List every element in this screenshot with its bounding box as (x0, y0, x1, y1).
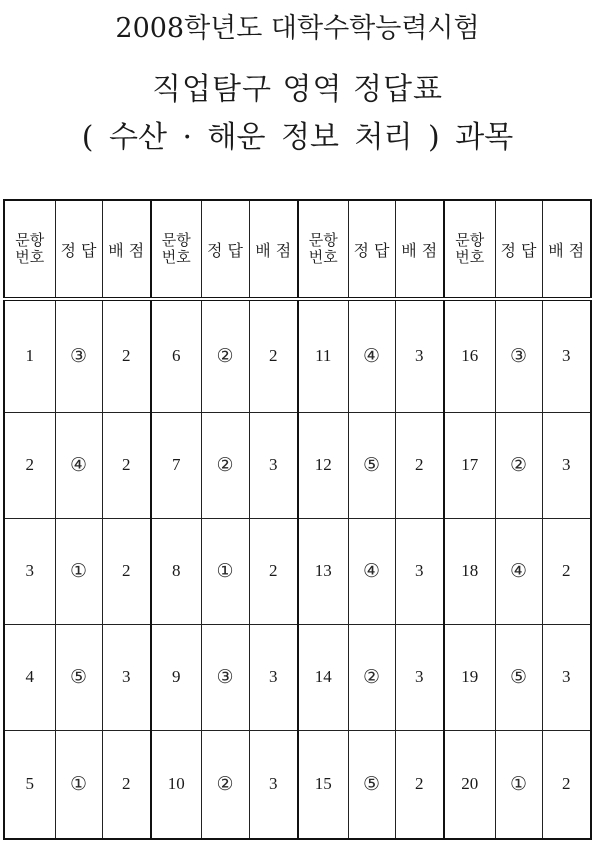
question-number-cell: 1 (4, 299, 55, 412)
score-cell: 2 (102, 730, 151, 839)
question-number-cell: 15 (298, 730, 348, 839)
score-cell: 3 (542, 299, 591, 412)
question-number-cell: 8 (151, 518, 201, 624)
answer-header: 정 답 (55, 200, 102, 299)
score-cell: 3 (395, 518, 444, 624)
header-row (4, 200, 591, 299)
score-header: 배 점 (395, 200, 444, 299)
answer-cell: ③ (495, 299, 542, 412)
table-row (4, 730, 591, 839)
question-number-cell: 16 (444, 299, 495, 412)
table-row (4, 624, 591, 730)
score-header: 배 점 (249, 200, 298, 299)
question-number-header (151, 200, 201, 299)
score-cell: 2 (102, 412, 151, 518)
question-number-header-bottom: 번호 (15, 248, 45, 266)
question-number-header-top: 문항 (455, 231, 485, 249)
score-cell: 3 (249, 730, 298, 839)
score-cell: 2 (102, 518, 151, 624)
answer-key-title: 직업탐구 영역 정답표 (152, 72, 443, 107)
subject-title: ( 수산 · 해운 정보 처리 ) 과목 (81, 120, 514, 155)
question-number-cell: 10 (151, 730, 201, 839)
score-cell: 2 (395, 730, 444, 839)
question-number-header-top: 문항 (308, 231, 338, 249)
answer-cell: ① (55, 730, 102, 839)
question-number-cell: 17 (444, 412, 495, 518)
answer-cell: ⑤ (495, 624, 542, 730)
table-row (4, 412, 591, 518)
answer-cell: ② (348, 624, 395, 730)
answer-cell: ④ (495, 518, 542, 624)
score-cell: 3 (249, 624, 298, 730)
answer-cell: ② (495, 412, 542, 518)
answer-cell: ④ (55, 412, 102, 518)
score-cell: 2 (249, 518, 298, 624)
score-cell: 3 (249, 412, 298, 518)
score-cell: 3 (542, 624, 591, 730)
answer-header: 정 답 (495, 200, 542, 299)
question-number-cell: 7 (151, 412, 201, 518)
score-cell: 3 (102, 624, 151, 730)
question-number-header-top: 문항 (15, 231, 45, 249)
answer-cell: ⑤ (348, 730, 395, 839)
score-header: 배 점 (102, 200, 151, 299)
question-number-cell: 5 (4, 730, 55, 839)
question-number-cell: 14 (298, 624, 348, 730)
question-number-header (298, 200, 348, 299)
question-number-header (444, 200, 495, 299)
score-cell: 2 (542, 730, 591, 839)
exam-title: 2008학년도 대학수학능력시험 (115, 13, 480, 44)
question-number-cell: 11 (298, 299, 348, 412)
question-number-header-bottom: 번호 (455, 248, 485, 266)
answer-header: 정 답 (348, 200, 395, 299)
answer-cell: ① (201, 518, 249, 624)
question-number-header-bottom: 번호 (308, 248, 338, 266)
question-number-cell: 2 (4, 412, 55, 518)
answer-cell: ② (201, 730, 249, 839)
answer-cell: ③ (55, 299, 102, 412)
answer-cell: ③ (201, 624, 249, 730)
question-number-cell: 9 (151, 624, 201, 730)
answer-cell: ⑤ (348, 412, 395, 518)
answer-table (3, 199, 592, 840)
answer-cell: ④ (348, 518, 395, 624)
score-header: 배 점 (542, 200, 591, 299)
question-number-cell: 12 (298, 412, 348, 518)
answer-cell: ⑤ (55, 624, 102, 730)
score-cell: 3 (542, 412, 591, 518)
answer-cell: ④ (348, 299, 395, 412)
answer-cell: ② (201, 299, 249, 412)
table-row (4, 518, 591, 624)
question-number-header (4, 200, 55, 299)
answer-cell: ② (201, 412, 249, 518)
score-cell: 2 (102, 299, 151, 412)
score-cell: 2 (249, 299, 298, 412)
question-number-cell: 20 (444, 730, 495, 839)
score-cell: 2 (542, 518, 591, 624)
score-cell: 3 (395, 624, 444, 730)
question-number-cell: 3 (4, 518, 55, 624)
question-number-cell: 18 (444, 518, 495, 624)
question-number-cell: 4 (4, 624, 55, 730)
score-cell: 3 (395, 299, 444, 412)
question-number-cell: 19 (444, 624, 495, 730)
answer-cell: ① (55, 518, 102, 624)
answer-cell: ① (495, 730, 542, 839)
score-cell: 2 (395, 412, 444, 518)
question-number-cell: 6 (151, 299, 201, 412)
answer-header: 정 답 (201, 200, 249, 299)
question-number-header-top: 문항 (161, 231, 191, 249)
question-number-header-bottom: 번호 (161, 248, 191, 266)
question-number-cell: 13 (298, 518, 348, 624)
table-row (4, 299, 591, 412)
